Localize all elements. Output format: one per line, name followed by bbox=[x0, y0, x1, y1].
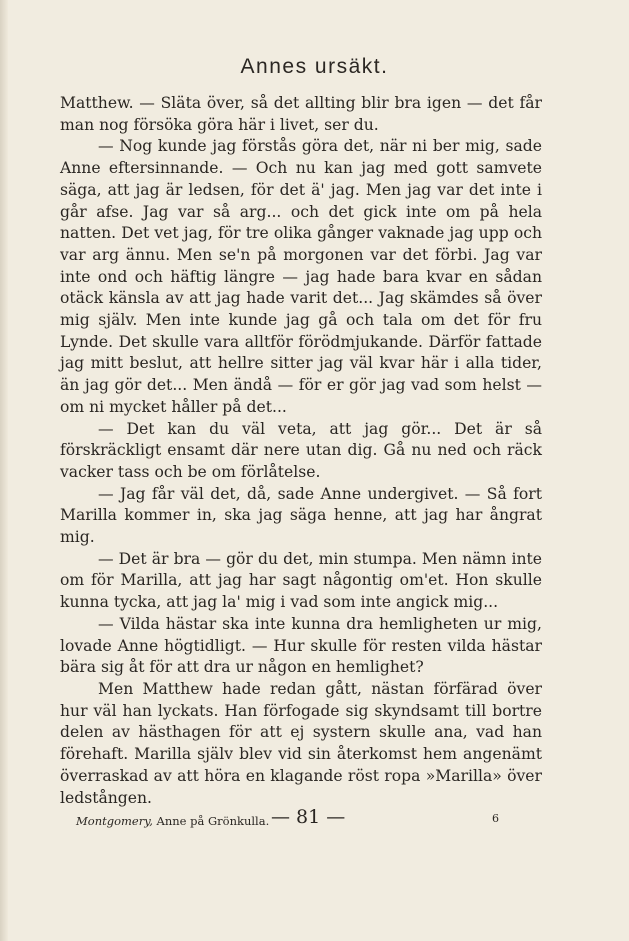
paragraph: Matthew. — Släta över, så det allting blir bra igen — det får man nog försöka göra här i livet, ser du. bbox=[60, 94, 542, 134]
body-text bbox=[60, 93, 542, 809]
paragraph: — Det kan du väl veta, att jag gör... Det är så förskräckligt ensamt där nere utan dig. Gå nu ned och räck vacker tass och be om förlåtelse. bbox=[60, 419, 542, 481]
paragraph: — Jag får väl det, då, sade Anne undergivet. — Så fort Marilla kommer in, ska jag säga henne, att jag har ångrat mig. bbox=[60, 484, 542, 547]
page-number: — 81 — bbox=[271, 806, 346, 828]
signature-mark: 6 bbox=[492, 812, 499, 825]
page-footer bbox=[76, 806, 499, 832]
paragraph: Men Matthew hade redan gått, nästan förfärad över hur väl han lyckats. Han förfogade sig skyndsamt till bortre delen av hästhagen för att ej systern skulle ana, vad han förehaft. Marilla själv blev vid sin återkomst hem angenämt överraskad av att höra en klagande röst ropa »Marilla» över ledstången. bbox=[60, 679, 542, 807]
footer-book-title: Anne på Grönkulla. bbox=[156, 814, 270, 828]
footer-credit bbox=[76, 814, 269, 828]
footer-author: Montgomery, bbox=[76, 814, 153, 828]
paragraph: — Det är bra — gör du det, min stumpa. Men nämn inte om för Marilla, att jag har sagt någontig om'et. Hon skulle kunna tycka, att jag la' mig i vad som inte angick mig... bbox=[60, 549, 542, 612]
page-edge-shadow bbox=[0, 0, 8, 941]
running-header: Annes ursäkt. bbox=[240, 55, 389, 78]
paragraph: — Vilda hästar ska inte kunna dra hemligheten ur mig, lovade Anne högtidligt. — Hur skulle för resten vilda hästar bära sig åt för att dra ur någon en hemlighet? bbox=[60, 614, 542, 677]
paragraph: — Nog kunde jag förstås göra det, när ni ber mig, sade Anne eftersinnande. — Och nu kan jag med gott samvete säga, att jag är ledsen, för det ä' jag. Men jag var det inte i går afse. Jag var så arg... och det gick inte om på hela natten. Det vet jag, för tre olika gånger vaknade jag upp och var arg ännu. Men se'n på morgonen var det förbi. Jag var inte ond och häftig längre — jag hade bara kvar en sådan otäck känsla av att jag hade varit det... Jag skämdes så över mig själv. Men inte kunde jag gå och tala om det för fru Lynde. Det skulle vara alltför förödmjukande. Därför fattade jag mitt beslut, att hellre sitter jag väl kvar här i alla tider, än jag gör det... Men ändå — för er gör jag vad som helst — om ni mycket håller på det... bbox=[60, 137, 542, 416]
